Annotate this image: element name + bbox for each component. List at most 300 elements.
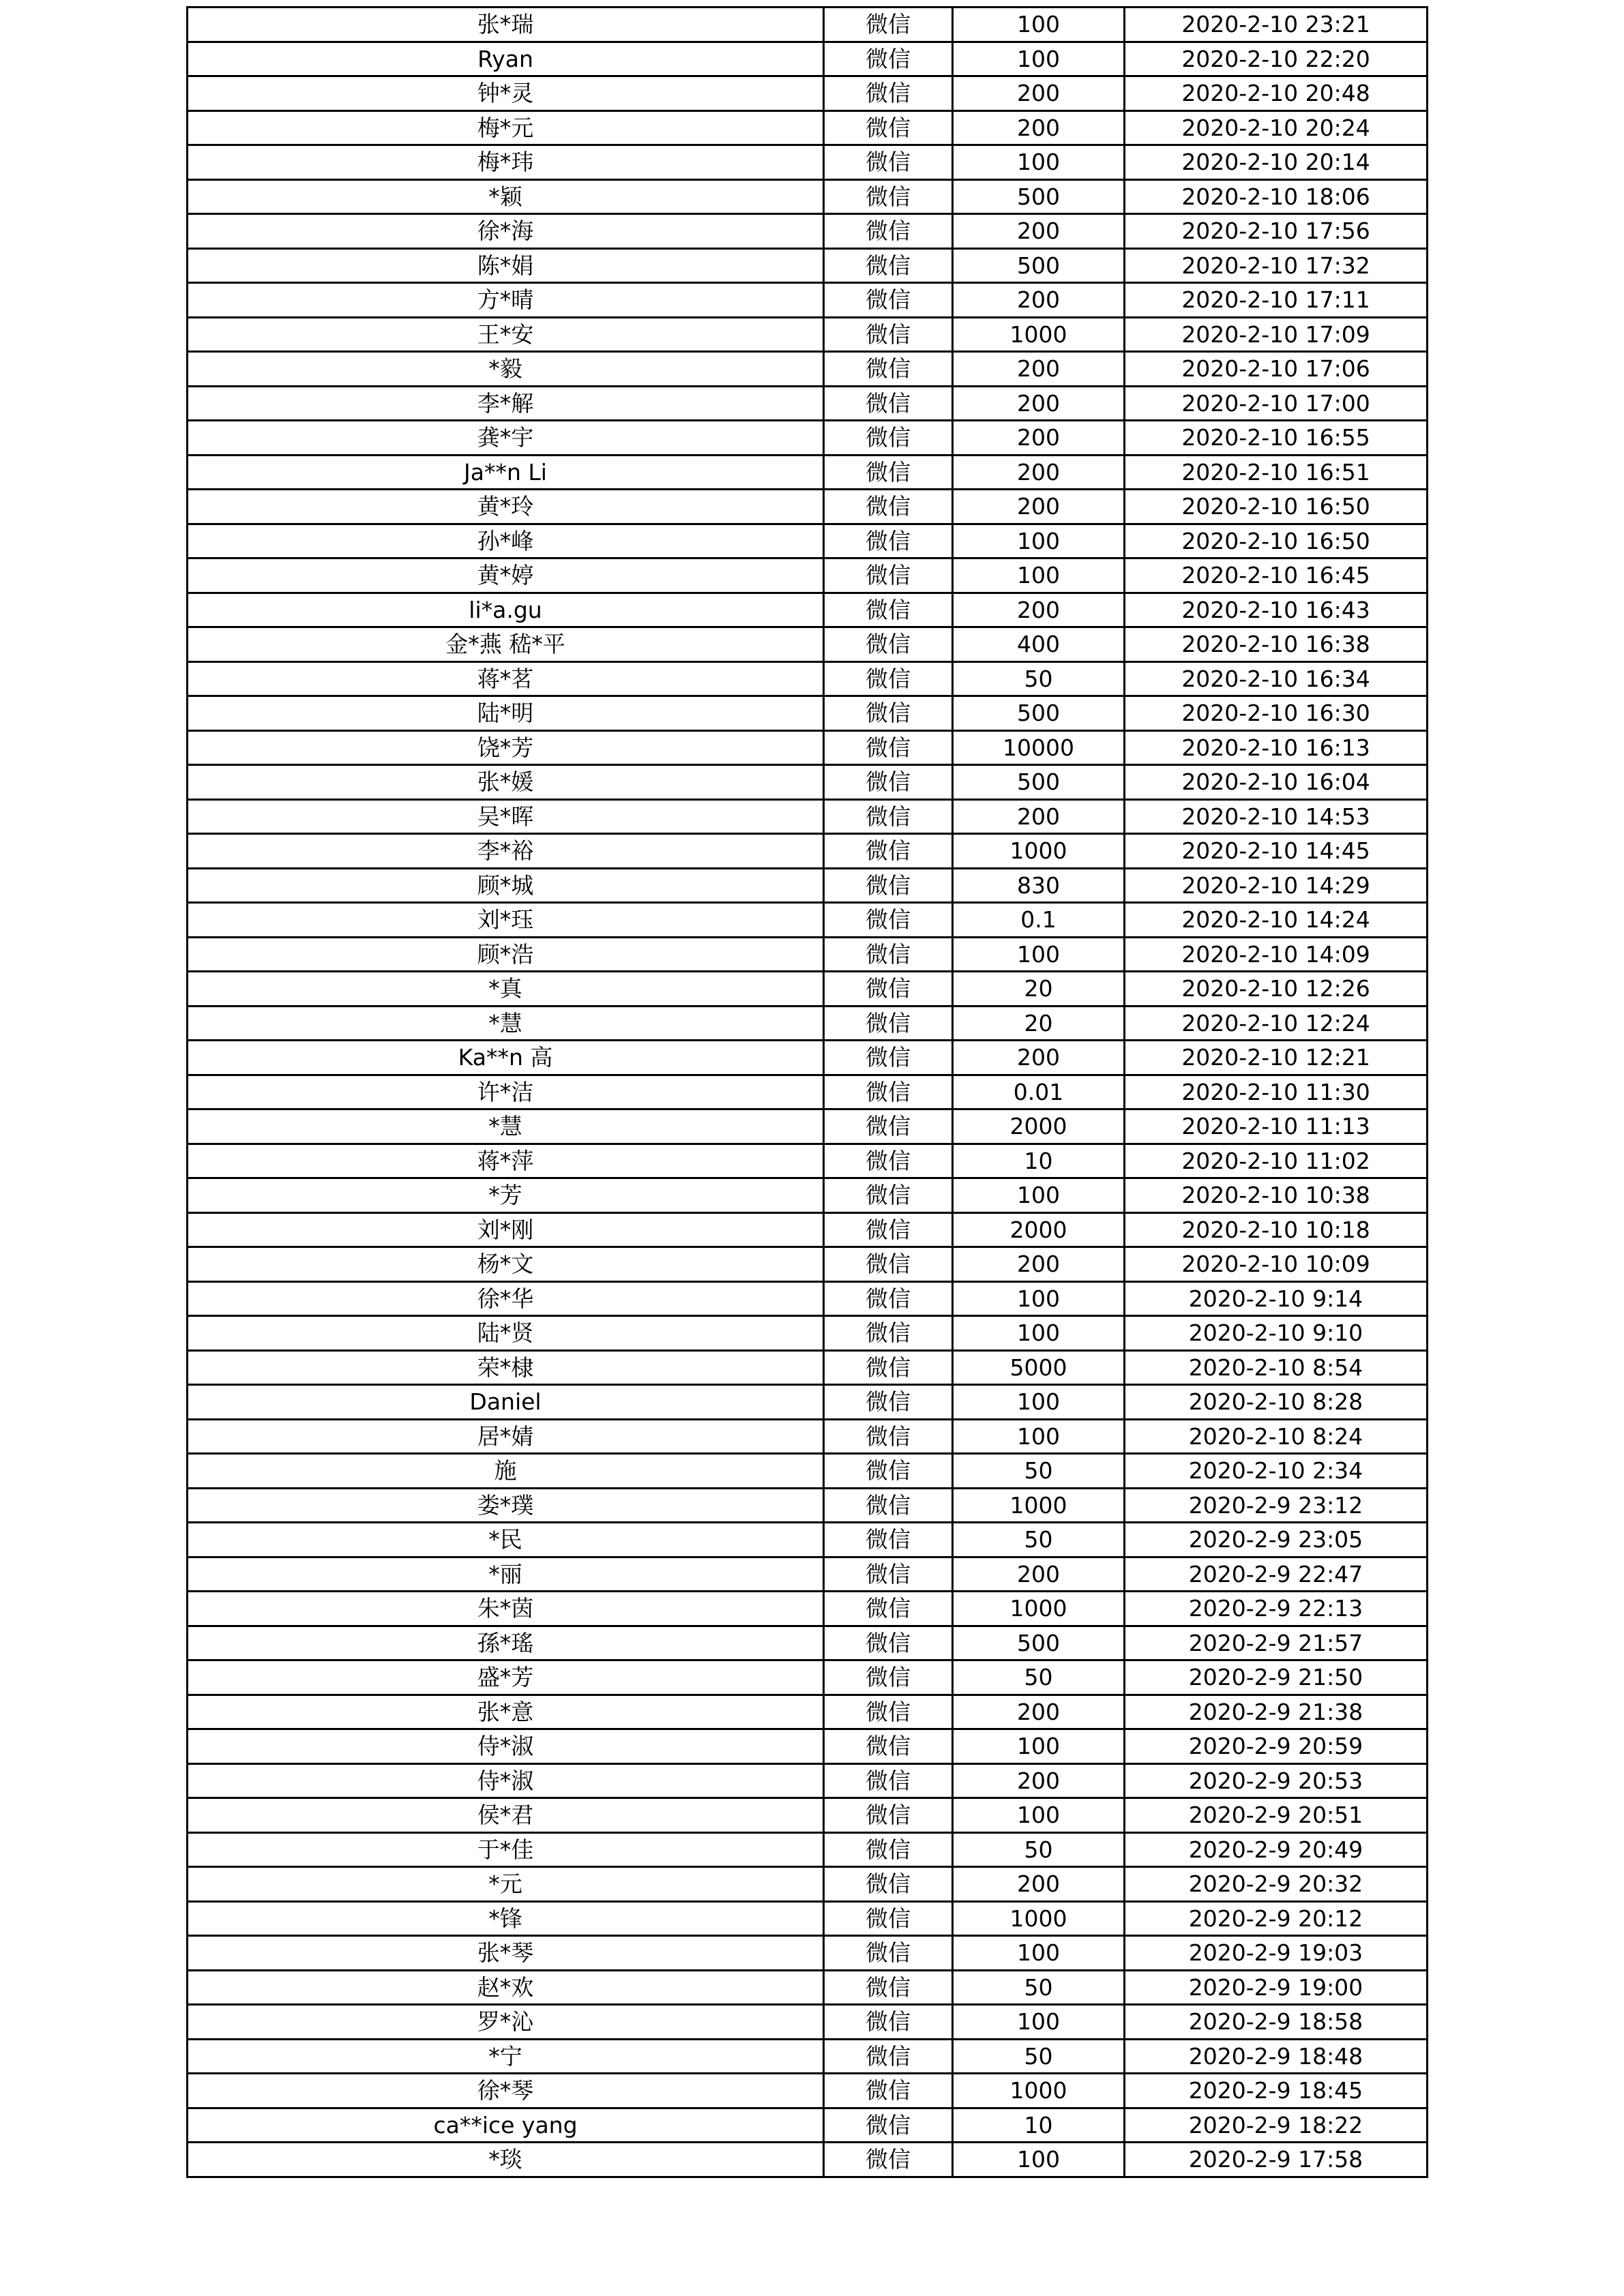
amount-cell: 100 xyxy=(953,42,1125,76)
donor-name-cell: 梅*元 xyxy=(188,110,824,145)
timestamp-cell: 2020-2-9 22:47 xyxy=(1125,1557,1428,1592)
table-row xyxy=(188,1695,1428,1729)
table-row xyxy=(188,1247,1428,1282)
table-row xyxy=(188,1041,1428,1075)
timestamp-cell: 2020-2-10 8:24 xyxy=(1125,1419,1428,1454)
payment-method-cell: 微信 xyxy=(824,1419,953,1454)
table-row xyxy=(188,1867,1428,1902)
amount-cell: 100 xyxy=(953,1281,1125,1316)
timestamp-cell: 2020-2-10 16:30 xyxy=(1125,696,1428,731)
payment-method-cell: 微信 xyxy=(824,1867,953,1902)
payment-method-cell: 微信 xyxy=(824,661,953,696)
payment-method-cell: 微信 xyxy=(824,972,953,1007)
payment-method-cell: 微信 xyxy=(824,937,953,972)
donor-name-cell: 盛*芳 xyxy=(188,1660,824,1695)
table-row xyxy=(188,2074,1428,2108)
amount-cell: 100 xyxy=(953,1798,1125,1833)
timestamp-cell: 2020-2-10 14:29 xyxy=(1125,868,1428,903)
table-row xyxy=(188,1419,1428,1454)
table-row xyxy=(188,455,1428,490)
donor-name-cell: 张*媛 xyxy=(188,765,824,800)
payment-method-cell: 微信 xyxy=(824,799,953,834)
timestamp-cell: 2020-2-10 20:48 xyxy=(1125,76,1428,111)
timestamp-cell: 2020-2-10 10:18 xyxy=(1125,1212,1428,1247)
payment-method-cell: 微信 xyxy=(824,2005,953,2040)
amount-cell: 100 xyxy=(953,1385,1125,1420)
payment-method-cell: 微信 xyxy=(824,2074,953,2108)
table-row xyxy=(188,1763,1428,1798)
payment-method-cell: 微信 xyxy=(824,1006,953,1041)
payment-method-cell: 微信 xyxy=(824,1695,953,1729)
timestamp-cell: 2020-2-9 21:50 xyxy=(1125,1660,1428,1695)
timestamp-cell: 2020-2-9 20:32 xyxy=(1125,1867,1428,1902)
donor-name-cell: 徐*华 xyxy=(188,1281,824,1316)
table-row xyxy=(188,317,1428,352)
table-row xyxy=(188,1592,1428,1626)
table-row xyxy=(188,1385,1428,1420)
amount-cell: 830 xyxy=(953,868,1125,903)
table-row xyxy=(188,145,1428,180)
amount-cell: 50 xyxy=(953,661,1125,696)
table-row xyxy=(188,248,1428,283)
amount-cell: 2000 xyxy=(953,1109,1125,1144)
amount-cell: 200 xyxy=(953,1557,1125,1592)
amount-cell: 200 xyxy=(953,1763,1125,1798)
table-row xyxy=(188,1557,1428,1592)
payment-method-cell: 微信 xyxy=(824,1970,953,2005)
table-row xyxy=(188,490,1428,524)
timestamp-cell: 2020-2-10 16:38 xyxy=(1125,627,1428,662)
table-row xyxy=(188,214,1428,249)
amount-cell: 200 xyxy=(953,1867,1125,1902)
table-row xyxy=(188,76,1428,111)
payment-method-cell: 微信 xyxy=(824,1660,953,1695)
table-row xyxy=(188,937,1428,972)
timestamp-cell: 2020-2-10 17:00 xyxy=(1125,386,1428,421)
payment-method-cell: 微信 xyxy=(824,2143,953,2177)
donor-name-cell: *芳 xyxy=(188,1178,824,1213)
donor-name-cell: 张*意 xyxy=(188,1695,824,1729)
donor-name-cell: 黄*玲 xyxy=(188,490,824,524)
payment-method-cell: 微信 xyxy=(824,145,953,180)
payment-method-cell: 微信 xyxy=(824,1316,953,1351)
amount-cell: 100 xyxy=(953,1316,1125,1351)
donor-name-cell: 蒋*茗 xyxy=(188,661,824,696)
timestamp-cell: 2020-2-9 20:49 xyxy=(1125,1832,1428,1867)
payment-method-cell: 微信 xyxy=(824,696,953,731)
payment-method-cell: 微信 xyxy=(824,1936,953,1971)
table-row xyxy=(188,2143,1428,2177)
table-row xyxy=(188,1075,1428,1109)
table-row xyxy=(188,558,1428,593)
payment-method-cell: 微信 xyxy=(824,903,953,938)
timestamp-cell: 2020-2-10 22:20 xyxy=(1125,42,1428,76)
table-row xyxy=(188,661,1428,696)
donor-name-cell: 陆*贤 xyxy=(188,1316,824,1351)
donor-name-cell: 孫*瑤 xyxy=(188,1626,824,1660)
payment-method-cell: 微信 xyxy=(824,730,953,765)
timestamp-cell: 2020-2-9 19:00 xyxy=(1125,1970,1428,2005)
timestamp-cell: 2020-2-10 17:09 xyxy=(1125,317,1428,352)
table-row xyxy=(188,352,1428,387)
table-row xyxy=(188,1832,1428,1867)
payment-method-cell: 微信 xyxy=(824,1041,953,1075)
payment-method-cell: 微信 xyxy=(824,352,953,387)
timestamp-cell: 2020-2-10 10:38 xyxy=(1125,1178,1428,1213)
table-row xyxy=(188,1901,1428,1936)
donor-name-cell: *琰 xyxy=(188,2143,824,2177)
table-row xyxy=(188,1109,1428,1144)
donor-name-cell: 杨*文 xyxy=(188,1247,824,1282)
amount-cell: 20 xyxy=(953,972,1125,1007)
amount-cell: 2000 xyxy=(953,1212,1125,1247)
table-row xyxy=(188,834,1428,869)
table-row xyxy=(188,765,1428,800)
payment-method-cell: 微信 xyxy=(824,1488,953,1523)
donor-name-cell: 荣*棣 xyxy=(188,1350,824,1385)
table-row xyxy=(188,1626,1428,1660)
timestamp-cell: 2020-2-10 16:43 xyxy=(1125,593,1428,627)
timestamp-cell: 2020-2-9 23:12 xyxy=(1125,1488,1428,1523)
donor-name-cell: Ryan xyxy=(188,42,824,76)
amount-cell: 200 xyxy=(953,1247,1125,1282)
timestamp-cell: 2020-2-9 20:59 xyxy=(1125,1729,1428,1764)
payment-method-cell: 微信 xyxy=(824,214,953,249)
table-row xyxy=(188,972,1428,1007)
amount-cell: 500 xyxy=(953,765,1125,800)
donor-name-cell: 孙*峰 xyxy=(188,524,824,558)
table-row xyxy=(188,8,1428,42)
amount-cell: 50 xyxy=(953,1523,1125,1557)
payment-method-cell: 微信 xyxy=(824,1281,953,1316)
payment-method-cell: 微信 xyxy=(824,1075,953,1109)
amount-cell: 100 xyxy=(953,524,1125,558)
amount-cell: 100 xyxy=(953,1178,1125,1213)
amount-cell: 0.01 xyxy=(953,1075,1125,1109)
payment-method-cell: 微信 xyxy=(824,317,953,352)
table-row xyxy=(188,2039,1428,2074)
payment-method-cell: 微信 xyxy=(824,834,953,869)
donor-name-cell: 李*解 xyxy=(188,386,824,421)
table-row xyxy=(188,799,1428,834)
donor-name-cell: 赵*欢 xyxy=(188,1970,824,2005)
table-row xyxy=(188,524,1428,558)
table-row xyxy=(188,1316,1428,1351)
payment-method-cell: 微信 xyxy=(824,1212,953,1247)
donor-name-cell: 侍*淑 xyxy=(188,1763,824,1798)
amount-cell: 50 xyxy=(953,1660,1125,1695)
table-row xyxy=(188,42,1428,76)
donor-name-cell: 侍*淑 xyxy=(188,1729,824,1764)
payment-method-cell: 微信 xyxy=(824,8,953,42)
amount-cell: 200 xyxy=(953,1041,1125,1075)
timestamp-cell: 2020-2-10 10:09 xyxy=(1125,1247,1428,1282)
timestamp-cell: 2020-2-10 16:55 xyxy=(1125,421,1428,456)
timestamp-cell: 2020-2-10 14:53 xyxy=(1125,799,1428,834)
table-row xyxy=(188,110,1428,145)
donor-name-cell: 于*佳 xyxy=(188,1832,824,1867)
table-row xyxy=(188,730,1428,765)
donor-name-cell: 陆*明 xyxy=(188,696,824,731)
amount-cell: 200 xyxy=(953,386,1125,421)
table-row xyxy=(188,386,1428,421)
timestamp-cell: 2020-2-10 17:11 xyxy=(1125,283,1428,318)
amount-cell: 100 xyxy=(953,1936,1125,1971)
donor-name-cell: 罗*沁 xyxy=(188,2005,824,2040)
timestamp-cell: 2020-2-10 11:30 xyxy=(1125,1075,1428,1109)
amount-cell: 500 xyxy=(953,696,1125,731)
table-row xyxy=(188,593,1428,627)
donor-name-cell: 张*瑞 xyxy=(188,8,824,42)
payment-method-cell: 微信 xyxy=(824,1832,953,1867)
amount-cell: 100 xyxy=(953,2005,1125,2040)
table-row xyxy=(188,1523,1428,1557)
payment-method-cell: 微信 xyxy=(824,1763,953,1798)
table-row xyxy=(188,1454,1428,1489)
timestamp-cell: 2020-2-9 18:58 xyxy=(1125,2005,1428,2040)
timestamp-cell: 2020-2-9 21:38 xyxy=(1125,1695,1428,1729)
timestamp-cell: 2020-2-9 17:58 xyxy=(1125,2143,1428,2177)
timestamp-cell: 2020-2-9 23:05 xyxy=(1125,1523,1428,1557)
amount-cell: 1000 xyxy=(953,1592,1125,1626)
donation-ledger-table xyxy=(186,6,1428,2178)
payment-method-cell: 微信 xyxy=(824,42,953,76)
table-row xyxy=(188,1281,1428,1316)
amount-cell: 20 xyxy=(953,1006,1125,1041)
timestamp-cell: 2020-2-10 9:10 xyxy=(1125,1316,1428,1351)
amount-cell: 10000 xyxy=(953,730,1125,765)
donor-name-cell: 吴*晖 xyxy=(188,799,824,834)
amount-cell: 1000 xyxy=(953,1488,1125,1523)
donor-name-cell: 娄*璞 xyxy=(188,1488,824,1523)
timestamp-cell: 2020-2-10 16:34 xyxy=(1125,661,1428,696)
table-row xyxy=(188,868,1428,903)
amount-cell: 1000 xyxy=(953,1901,1125,1936)
amount-cell: 0.1 xyxy=(953,903,1125,938)
amount-cell: 200 xyxy=(953,593,1125,627)
table-row xyxy=(188,179,1428,214)
timestamp-cell: 2020-2-10 14:09 xyxy=(1125,937,1428,972)
donor-name-cell: 刘*刚 xyxy=(188,1212,824,1247)
payment-method-cell: 微信 xyxy=(824,1144,953,1178)
timestamp-cell: 2020-2-10 14:45 xyxy=(1125,834,1428,869)
timestamp-cell: 2020-2-10 17:56 xyxy=(1125,214,1428,249)
donor-name-cell: ca**ice yang xyxy=(188,2108,824,2143)
payment-method-cell: 微信 xyxy=(824,386,953,421)
timestamp-cell: 2020-2-9 21:57 xyxy=(1125,1626,1428,1660)
amount-cell: 1000 xyxy=(953,834,1125,869)
timestamp-cell: 2020-2-9 18:45 xyxy=(1125,2074,1428,2108)
amount-cell: 50 xyxy=(953,1970,1125,2005)
table-row xyxy=(188,1006,1428,1041)
donor-name-cell: Ja**n Li xyxy=(188,455,824,490)
amount-cell: 100 xyxy=(953,8,1125,42)
table-row xyxy=(188,1488,1428,1523)
amount-cell: 1000 xyxy=(953,2074,1125,2108)
timestamp-cell: 2020-2-10 11:02 xyxy=(1125,1144,1428,1178)
donor-name-cell: 陈*娟 xyxy=(188,248,824,283)
amount-cell: 100 xyxy=(953,558,1125,593)
table-row xyxy=(188,2005,1428,2040)
payment-method-cell: 微信 xyxy=(824,524,953,558)
payment-method-cell: 微信 xyxy=(824,1523,953,1557)
donor-name-cell: *宁 xyxy=(188,2039,824,2074)
timestamp-cell: 2020-2-9 19:03 xyxy=(1125,1936,1428,1971)
timestamp-cell: 2020-2-10 17:06 xyxy=(1125,352,1428,387)
donor-name-cell: 顾*城 xyxy=(188,868,824,903)
donor-name-cell: 徐*琴 xyxy=(188,2074,824,2108)
amount-cell: 500 xyxy=(953,248,1125,283)
payment-method-cell: 微信 xyxy=(824,1557,953,1592)
timestamp-cell: 2020-2-10 8:28 xyxy=(1125,1385,1428,1420)
timestamp-cell: 2020-2-10 20:14 xyxy=(1125,145,1428,180)
table-row xyxy=(188,1350,1428,1385)
payment-method-cell: 微信 xyxy=(824,110,953,145)
amount-cell: 200 xyxy=(953,1695,1125,1729)
donor-name-cell: 侯*君 xyxy=(188,1798,824,1833)
payment-method-cell: 微信 xyxy=(824,558,953,593)
amount-cell: 500 xyxy=(953,179,1125,214)
amount-cell: 5000 xyxy=(953,1350,1125,1385)
donor-name-cell: 龚*宇 xyxy=(188,421,824,456)
donor-name-cell: *慧 xyxy=(188,1006,824,1041)
ledger-body xyxy=(188,8,1428,2177)
donor-name-cell: 徐*海 xyxy=(188,214,824,249)
donor-name-cell: 钟*灵 xyxy=(188,76,824,111)
donor-name-cell: Daniel xyxy=(188,1385,824,1420)
payment-method-cell: 微信 xyxy=(824,1385,953,1420)
table-row xyxy=(188,283,1428,318)
amount-cell: 50 xyxy=(953,1454,1125,1489)
timestamp-cell: 2020-2-10 12:21 xyxy=(1125,1041,1428,1075)
payment-method-cell: 微信 xyxy=(824,1109,953,1144)
payment-method-cell: 微信 xyxy=(824,1592,953,1626)
table-row xyxy=(188,1178,1428,1213)
amount-cell: 500 xyxy=(953,1626,1125,1660)
donor-name-cell: 梅*玮 xyxy=(188,145,824,180)
table-row xyxy=(188,627,1428,662)
timestamp-cell: 2020-2-10 20:24 xyxy=(1125,110,1428,145)
donor-name-cell: 王*安 xyxy=(188,317,824,352)
payment-method-cell: 微信 xyxy=(824,76,953,111)
donor-name-cell: 黄*婷 xyxy=(188,558,824,593)
table-row xyxy=(188,2108,1428,2143)
payment-method-cell: 微信 xyxy=(824,593,953,627)
amount-cell: 200 xyxy=(953,799,1125,834)
amount-cell: 200 xyxy=(953,76,1125,111)
amount-cell: 200 xyxy=(953,352,1125,387)
timestamp-cell: 2020-2-9 18:48 xyxy=(1125,2039,1428,2074)
timestamp-cell: 2020-2-9 20:12 xyxy=(1125,1901,1428,1936)
payment-method-cell: 微信 xyxy=(824,283,953,318)
timestamp-cell: 2020-2-10 2:34 xyxy=(1125,1454,1428,1489)
amount-cell: 50 xyxy=(953,1832,1125,1867)
amount-cell: 100 xyxy=(953,1419,1125,1454)
payment-method-cell: 微信 xyxy=(824,1729,953,1764)
table-row xyxy=(188,1970,1428,2005)
timestamp-cell: 2020-2-10 16:50 xyxy=(1125,490,1428,524)
timestamp-cell: 2020-2-10 14:24 xyxy=(1125,903,1428,938)
donor-name-cell: li*a.gu xyxy=(188,593,824,627)
timestamp-cell: 2020-2-10 16:04 xyxy=(1125,765,1428,800)
payment-method-cell: 微信 xyxy=(824,490,953,524)
payment-method-cell: 微信 xyxy=(824,1178,953,1213)
amount-cell: 100 xyxy=(953,937,1125,972)
payment-method-cell: 微信 xyxy=(824,421,953,456)
donor-name-cell: 方*晴 xyxy=(188,283,824,318)
amount-cell: 400 xyxy=(953,627,1125,662)
timestamp-cell: 2020-2-9 22:13 xyxy=(1125,1592,1428,1626)
timestamp-cell: 2020-2-10 16:50 xyxy=(1125,524,1428,558)
table-row xyxy=(188,421,1428,456)
amount-cell: 200 xyxy=(953,490,1125,524)
payment-method-cell: 微信 xyxy=(824,627,953,662)
timestamp-cell: 2020-2-10 18:06 xyxy=(1125,179,1428,214)
donor-name-cell: *慧 xyxy=(188,1109,824,1144)
donor-name-cell: 蒋*萍 xyxy=(188,1144,824,1178)
donor-name-cell: 朱*茵 xyxy=(188,1592,824,1626)
donor-name-cell: 李*裕 xyxy=(188,834,824,869)
table-row xyxy=(188,903,1428,938)
timestamp-cell: 2020-2-10 16:45 xyxy=(1125,558,1428,593)
donor-name-cell: *锋 xyxy=(188,1901,824,1936)
payment-method-cell: 微信 xyxy=(824,248,953,283)
table-row xyxy=(188,1936,1428,1971)
amount-cell: 200 xyxy=(953,455,1125,490)
amount-cell: 200 xyxy=(953,283,1125,318)
timestamp-cell: 2020-2-10 12:26 xyxy=(1125,972,1428,1007)
donor-name-cell: *颖 xyxy=(188,179,824,214)
donor-name-cell: *毅 xyxy=(188,352,824,387)
amount-cell: 100 xyxy=(953,2143,1125,2177)
timestamp-cell: 2020-2-10 12:24 xyxy=(1125,1006,1428,1041)
donor-name-cell: Ka**n 高 xyxy=(188,1041,824,1075)
table-row xyxy=(188,696,1428,731)
payment-method-cell: 微信 xyxy=(824,1454,953,1489)
amount-cell: 1000 xyxy=(953,317,1125,352)
donor-name-cell: 饶*芳 xyxy=(188,730,824,765)
amount-cell: 200 xyxy=(953,110,1125,145)
payment-method-cell: 微信 xyxy=(824,1798,953,1833)
payment-method-cell: 微信 xyxy=(824,1247,953,1282)
donor-name-cell: *丽 xyxy=(188,1557,824,1592)
donor-name-cell: 居*婧 xyxy=(188,1419,824,1454)
amount-cell: 200 xyxy=(953,214,1125,249)
timestamp-cell: 2020-2-10 8:54 xyxy=(1125,1350,1428,1385)
payment-method-cell: 微信 xyxy=(824,2039,953,2074)
payment-method-cell: 微信 xyxy=(824,2108,953,2143)
payment-method-cell: 微信 xyxy=(824,1626,953,1660)
donor-name-cell: 施 xyxy=(188,1454,824,1489)
amount-cell: 50 xyxy=(953,2039,1125,2074)
donor-name-cell: 张*琴 xyxy=(188,1936,824,1971)
timestamp-cell: 2020-2-9 18:22 xyxy=(1125,2108,1428,2143)
timestamp-cell: 2020-2-10 16:51 xyxy=(1125,455,1428,490)
timestamp-cell: 2020-2-10 9:14 xyxy=(1125,1281,1428,1316)
amount-cell: 10 xyxy=(953,2108,1125,2143)
table-row xyxy=(188,1729,1428,1764)
timestamp-cell: 2020-2-10 17:32 xyxy=(1125,248,1428,283)
timestamp-cell: 2020-2-10 11:13 xyxy=(1125,1109,1428,1144)
donor-name-cell: 刘*珏 xyxy=(188,903,824,938)
amount-cell: 10 xyxy=(953,1144,1125,1178)
payment-method-cell: 微信 xyxy=(824,868,953,903)
amount-cell: 100 xyxy=(953,1729,1125,1764)
payment-method-cell: 微信 xyxy=(824,765,953,800)
donor-name-cell: *元 xyxy=(188,1867,824,1902)
table-row xyxy=(188,1144,1428,1178)
donor-name-cell: 金*燕 嵇*平 xyxy=(188,627,824,662)
